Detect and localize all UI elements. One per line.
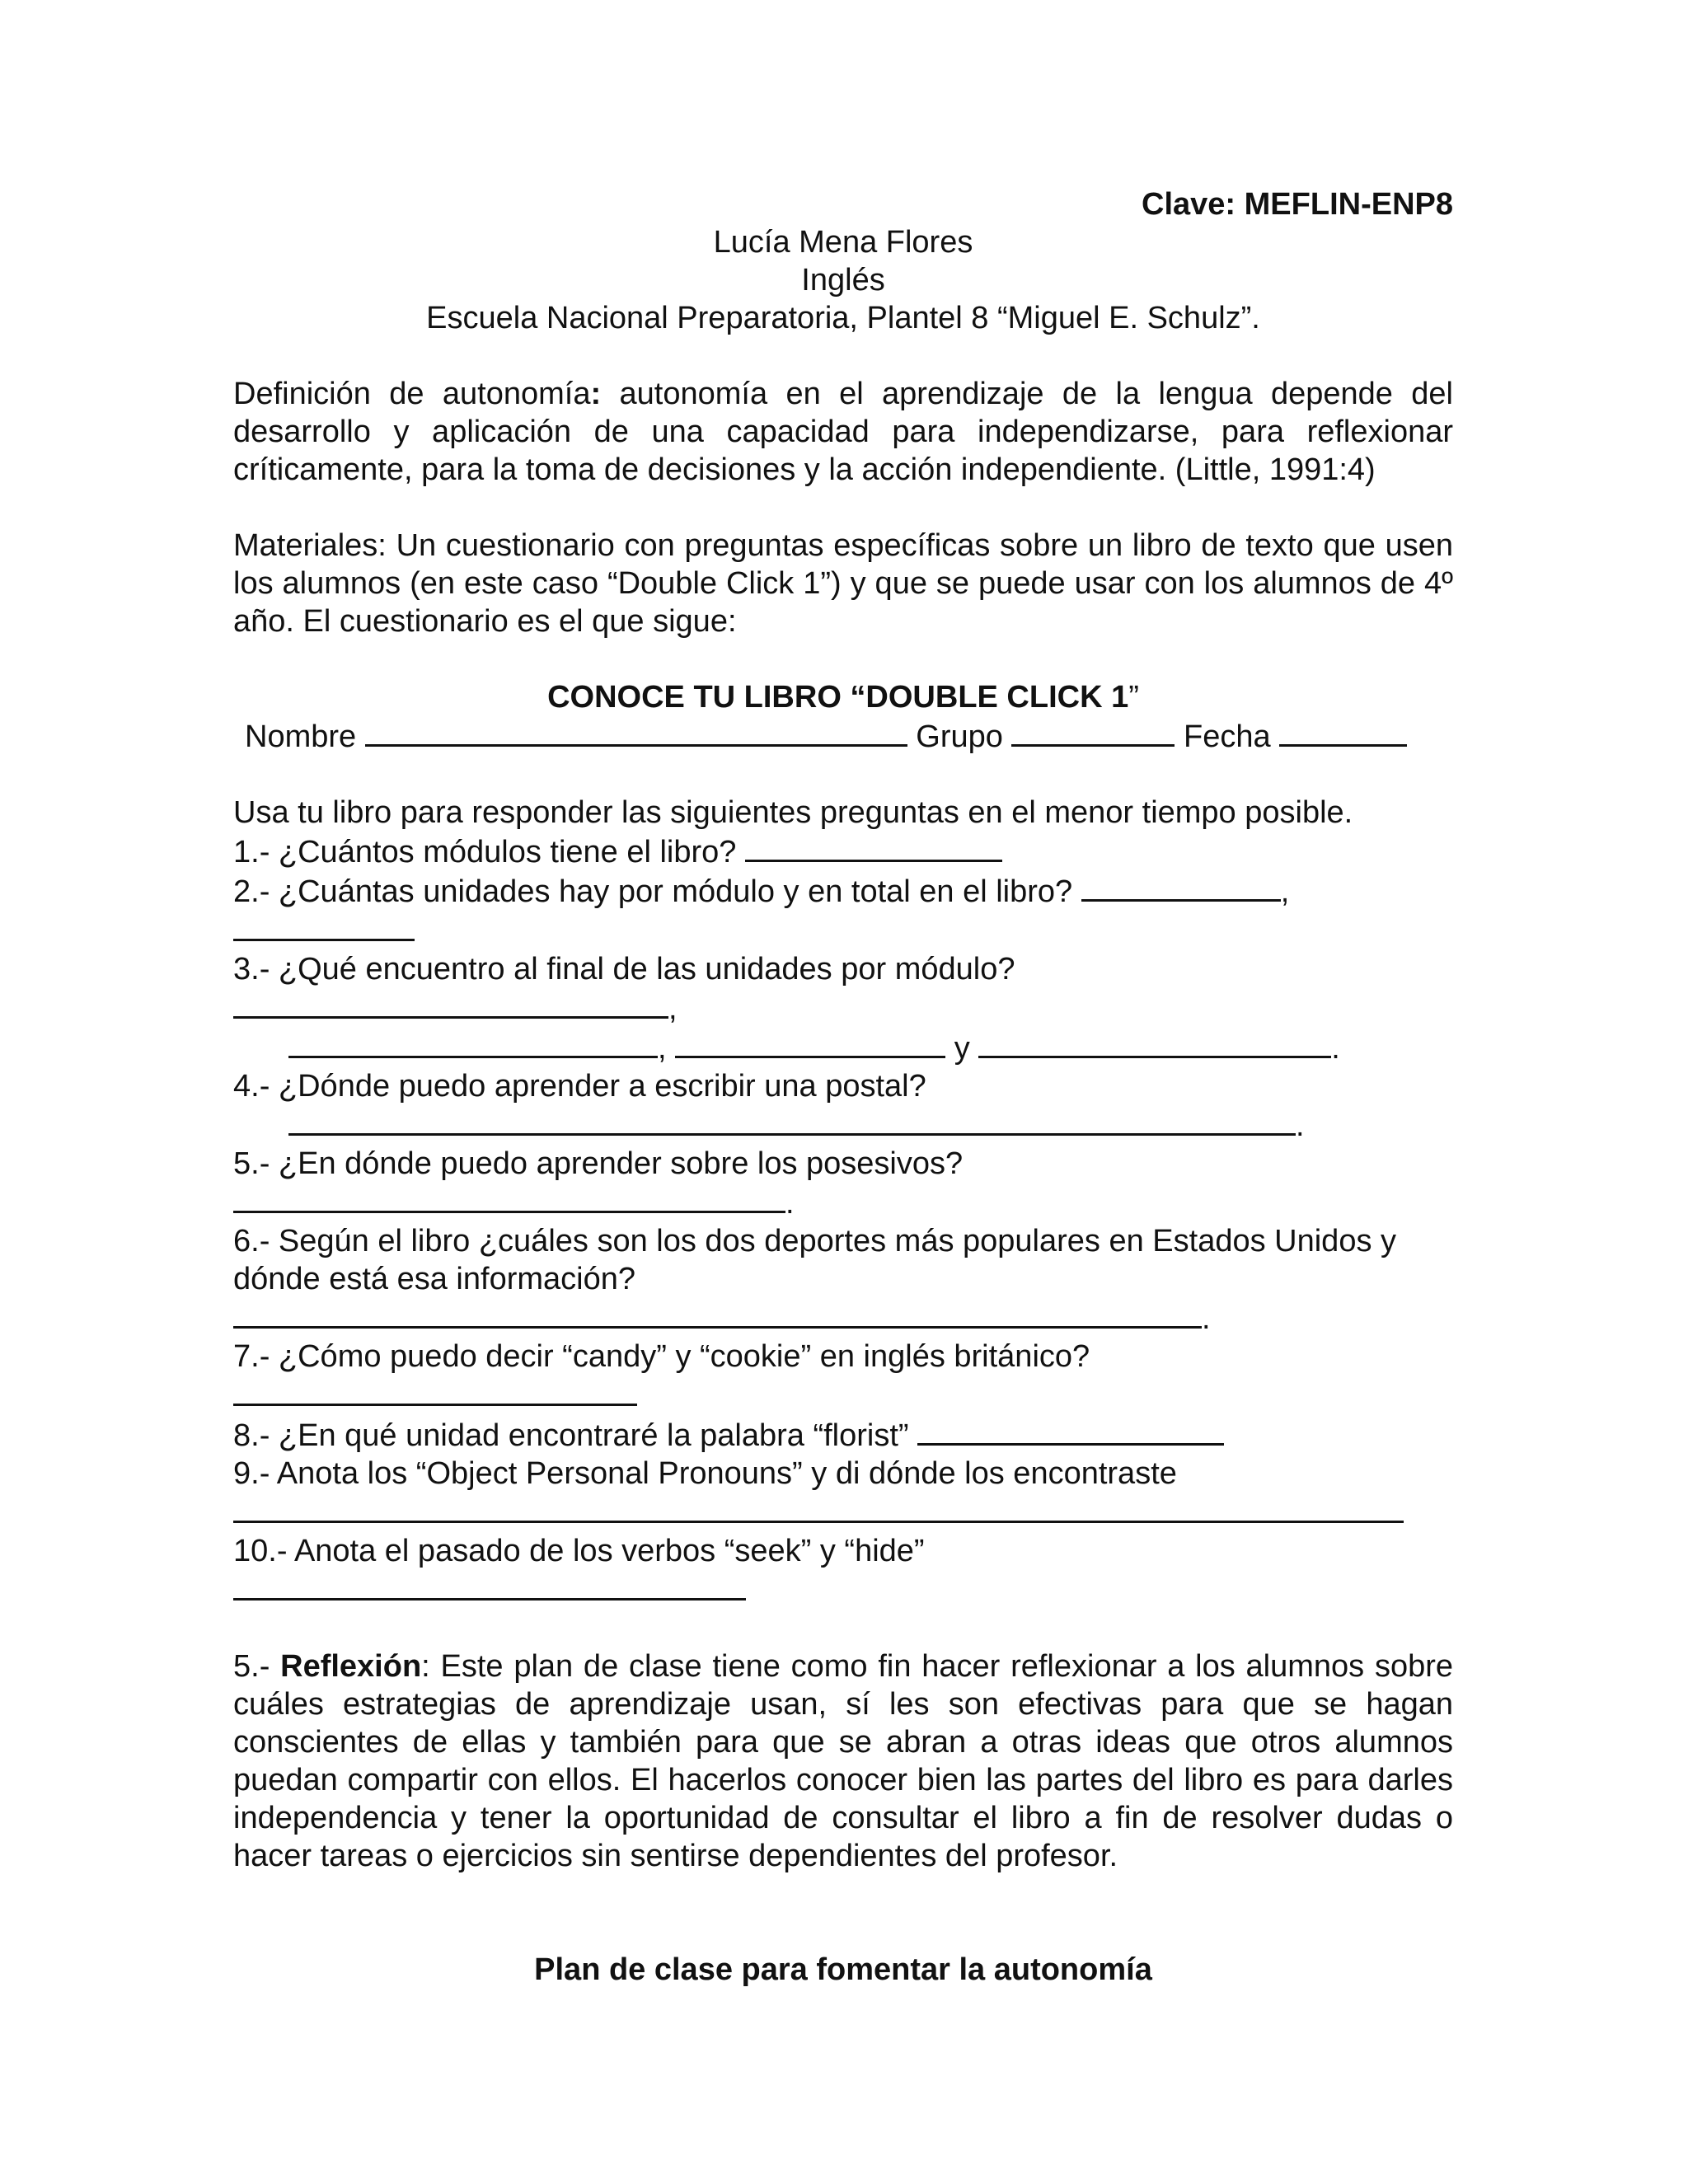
nombre-label: Nombre xyxy=(245,719,357,754)
question-6: 6.- Según el libro ¿cuáles son los dos deportes más populares en Estados Unidos y dónde está esa información? xyxy=(233,1224,1397,1296)
document-code: Clave: MEFLIN-ENP8 xyxy=(1142,187,1453,222)
lesson-plan-title: Plan de clase para fomentar la autonomía xyxy=(534,1952,1152,1987)
question-2-continued xyxy=(233,911,1453,950)
answer-1-blank[interactable] xyxy=(745,832,1002,862)
definition-label: Definición de autonomía xyxy=(233,377,591,411)
reflection-paragraph: 5.- Reflexión: Este plan de clase tiene como fin hacer reflexionar a los alumnos sobre cuáles estrategias de aprendizaje usan, sí les son efectivas para que se hagan conscientes de ellas y también para que se abran a otras ideas que otros alumnos puedan compartir con ellos. El hacerlos conocer bien las partes del libro es para darles independencia y tener la oportunidad de consultar el libro a fin de resolver dudas o hacer tareas o ejercicios sin sentirse dependientes del profesor. xyxy=(233,1649,1453,1873)
definition-text: autonomía en el aprendizaje de la lengua depende del desarrollo y aplicación de una capacidad para independizarse, para reflexionar críticamente, para la toma de decisiones y la acción independiente. (Little, 1991:4) xyxy=(233,377,1454,487)
answer-2b-blank[interactable] xyxy=(233,911,415,941)
answer-9-blank[interactable] xyxy=(233,1493,1404,1523)
question-4: 4.- ¿Dónde puedo aprender a escribir una postal? xyxy=(233,1069,926,1104)
definition-paragraph xyxy=(233,375,1453,489)
question-9-line xyxy=(233,1493,1453,1532)
answer-3d-blank[interactable] xyxy=(978,1028,1331,1058)
grupo-label: Grupo xyxy=(916,719,1003,754)
question-5-line: . xyxy=(233,1183,1453,1222)
question-10: 10.- Anota el pasado de los verbos “seek” y “hide” xyxy=(233,1534,925,1568)
question-5: 5.- ¿En dónde puedo aprender sobre los posesivos? xyxy=(233,1146,964,1181)
question-4-line: . xyxy=(233,1105,1453,1145)
subject-name: Inglés xyxy=(801,263,885,298)
question-9: 9.- Anota los “Object Personal Pronouns” y di dónde los encontraste xyxy=(233,1456,1177,1491)
answer-7-blank[interactable] xyxy=(233,1376,637,1406)
question-8: 8.- ¿En qué unidad encontraré la palabra “florist” xyxy=(233,1415,1453,1455)
question-6-line: . xyxy=(233,1298,1453,1338)
answer-3b-blank[interactable] xyxy=(288,1028,658,1058)
answer-6-blank[interactable] xyxy=(233,1298,1202,1329)
grupo-blank[interactable] xyxy=(1011,716,1175,747)
question-2: 2.- ¿Cuántas unidades hay por módulo y en total en el libro? , xyxy=(233,871,1453,911)
document-body xyxy=(233,185,1453,1989)
materials-paragraph: Materiales: Un cuestionario con preguntas específicas sobre un libro de texto que usen los alumnos (en este caso “Double Click 1”) y que se puede usar con los alumnos de 4º año. El cuestionario es el que sigue: xyxy=(233,528,1453,639)
answer-5-blank[interactable] xyxy=(233,1183,785,1213)
quiz-title: CONOCE TU LIBRO “DOUBLE CLICK 1” xyxy=(547,680,1139,715)
quiz-header-fields xyxy=(233,716,1453,756)
answer-3c-blank[interactable] xyxy=(675,1028,945,1058)
author-name: Lucía Mena Flores xyxy=(713,225,973,260)
question-3: 3.- ¿Qué encuentro al final de las unidades por módulo? xyxy=(233,952,1015,987)
question-7: 7.- ¿Cómo puedo decir “candy” y “cookie” en inglés británico? xyxy=(233,1339,1090,1374)
school-name: Escuela Nacional Preparatoria, Plantel 8 “Miguel E. Schulz”. xyxy=(426,301,1260,335)
question-10-line xyxy=(233,1570,1453,1610)
question-3-line-1: , xyxy=(233,988,1453,1028)
reflection-label: Reflexión xyxy=(280,1649,422,1684)
fecha-blank[interactable] xyxy=(1279,716,1407,747)
quiz-instructions: Usa tu libro para responder las siguientes preguntas en el menor tiempo posible. xyxy=(233,795,1353,830)
answer-10-blank[interactable] xyxy=(233,1570,746,1601)
answer-4-blank[interactable] xyxy=(288,1105,1296,1136)
question-1: 1.- ¿Cuántos módulos tiene el libro? xyxy=(233,832,1453,871)
question-7-line xyxy=(233,1376,1453,1415)
answer-8-blank[interactable] xyxy=(917,1415,1224,1446)
question-3-line-2: , y . xyxy=(233,1028,1453,1067)
answer-3a-blank[interactable] xyxy=(233,988,668,1019)
fecha-label: Fecha xyxy=(1184,719,1271,754)
nombre-blank[interactable] xyxy=(365,716,907,747)
definition-colon: : xyxy=(590,377,602,411)
answer-2a-blank[interactable] xyxy=(1081,871,1281,902)
